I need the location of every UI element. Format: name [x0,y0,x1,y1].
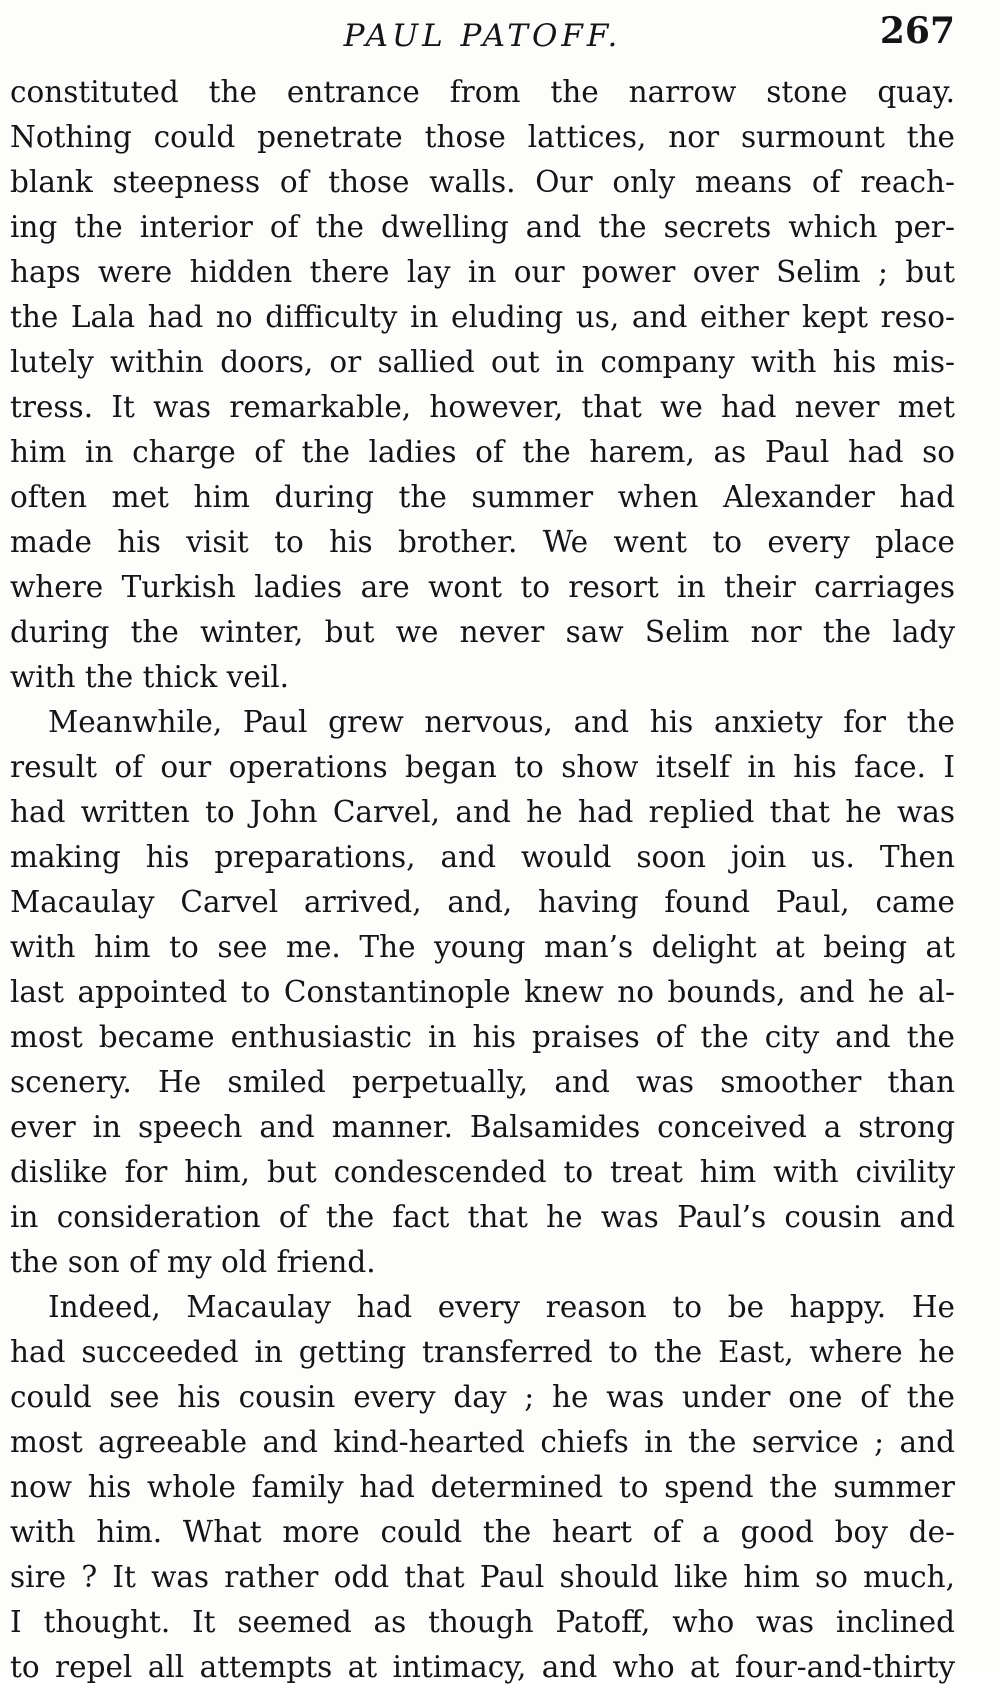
text-line: I thought. It seemed as though Patoff, who was inclined [10,1605,955,1639]
text-line: to repel all attempts at intimacy, and who at four-and-thirty [10,1650,955,1684]
text-line: ever in speech and manner. Balsamides conceived a strong [10,1110,955,1144]
text-line: haps were hidden there lay in our power over Selim ; but [10,255,955,289]
text-line: during the winter, but we never saw Selim nor the lady [10,615,955,649]
text-line: Indeed, Macaulay had every reason to be happy. He [48,1290,955,1324]
text-line: Nothing could penetrate those lattices, nor surmount the [10,120,955,154]
text-line: with the thick veil. [10,660,290,694]
text-line: him in charge of the ladies of the harem, as Paul had so [10,435,955,469]
text-line: tress. It was remarkable, however, that we had never met [10,390,955,424]
paragraph-1 [10,70,955,700]
text-line: scenery. He smiled perpetually, and was smoother than [10,1065,955,1099]
running-head [10,4,955,64]
text-line: with him to see me. The young man’s delight at being at [10,930,955,964]
page-number: 267 [879,10,955,52]
text-line: where Turkish ladies are wont to resort in their carriages [10,570,955,604]
text-line: making his preparations, and would soon join us. Then [10,840,955,874]
text-line: most agreeable and kind-hearted chiefs in the service ; and [10,1425,955,1459]
text-line: ing the interior of the dwelling and the secrets which per- [10,210,955,244]
text-line: the son of my old friend. [10,1245,376,1279]
text-line: sire ? It was rather odd that Paul should like him so much, [10,1560,955,1594]
text-line: lutely within doors, or sallied out in company with his mis- [10,345,955,379]
text-line: had written to John Carvel, and he had replied that he was [10,795,955,829]
text-line: could see his cousin every day ; he was under one of the [10,1380,955,1414]
paragraph-3 [10,1285,955,1690]
text-line: often met him during the summer when Alexander had [10,480,955,514]
text-line: blank steepness of those walls. Our only means of reach- [10,165,955,199]
text-line: result of our operations began to show itself in his face. I [10,750,955,784]
text-line: had succeeded in getting transferred to the East, where he [10,1335,955,1369]
running-title: PAUL PATOFF. [343,18,622,54]
body-text [10,70,955,1690]
text-line: in consideration of the fact that he was Paul’s cousin and [10,1200,955,1234]
paragraph-2 [10,700,955,1285]
text-line: Meanwhile, Paul grew nervous, and his anxiety for the [48,705,955,739]
text-line: dislike for him, but condescended to treat him with civility [10,1155,955,1189]
text-line: most became enthusiastic in his praises of the city and the [10,1020,955,1054]
text-line: last appointed to Constantinople knew no bounds, and he al- [10,975,955,1009]
text-line: Macaulay Carvel arrived, and, having found Paul, came [10,885,955,919]
text-line: made his visit to his brother. We went to every place [10,525,955,559]
text-line: with him. What more could the heart of a good boy de- [10,1515,955,1549]
text-line: constituted the entrance from the narrow stone quay. [10,75,955,109]
text-line: now his whole family had determined to spend the summer [10,1470,955,1504]
text-line: the Lala had no difficulty in eluding us, and either kept reso- [10,300,955,334]
